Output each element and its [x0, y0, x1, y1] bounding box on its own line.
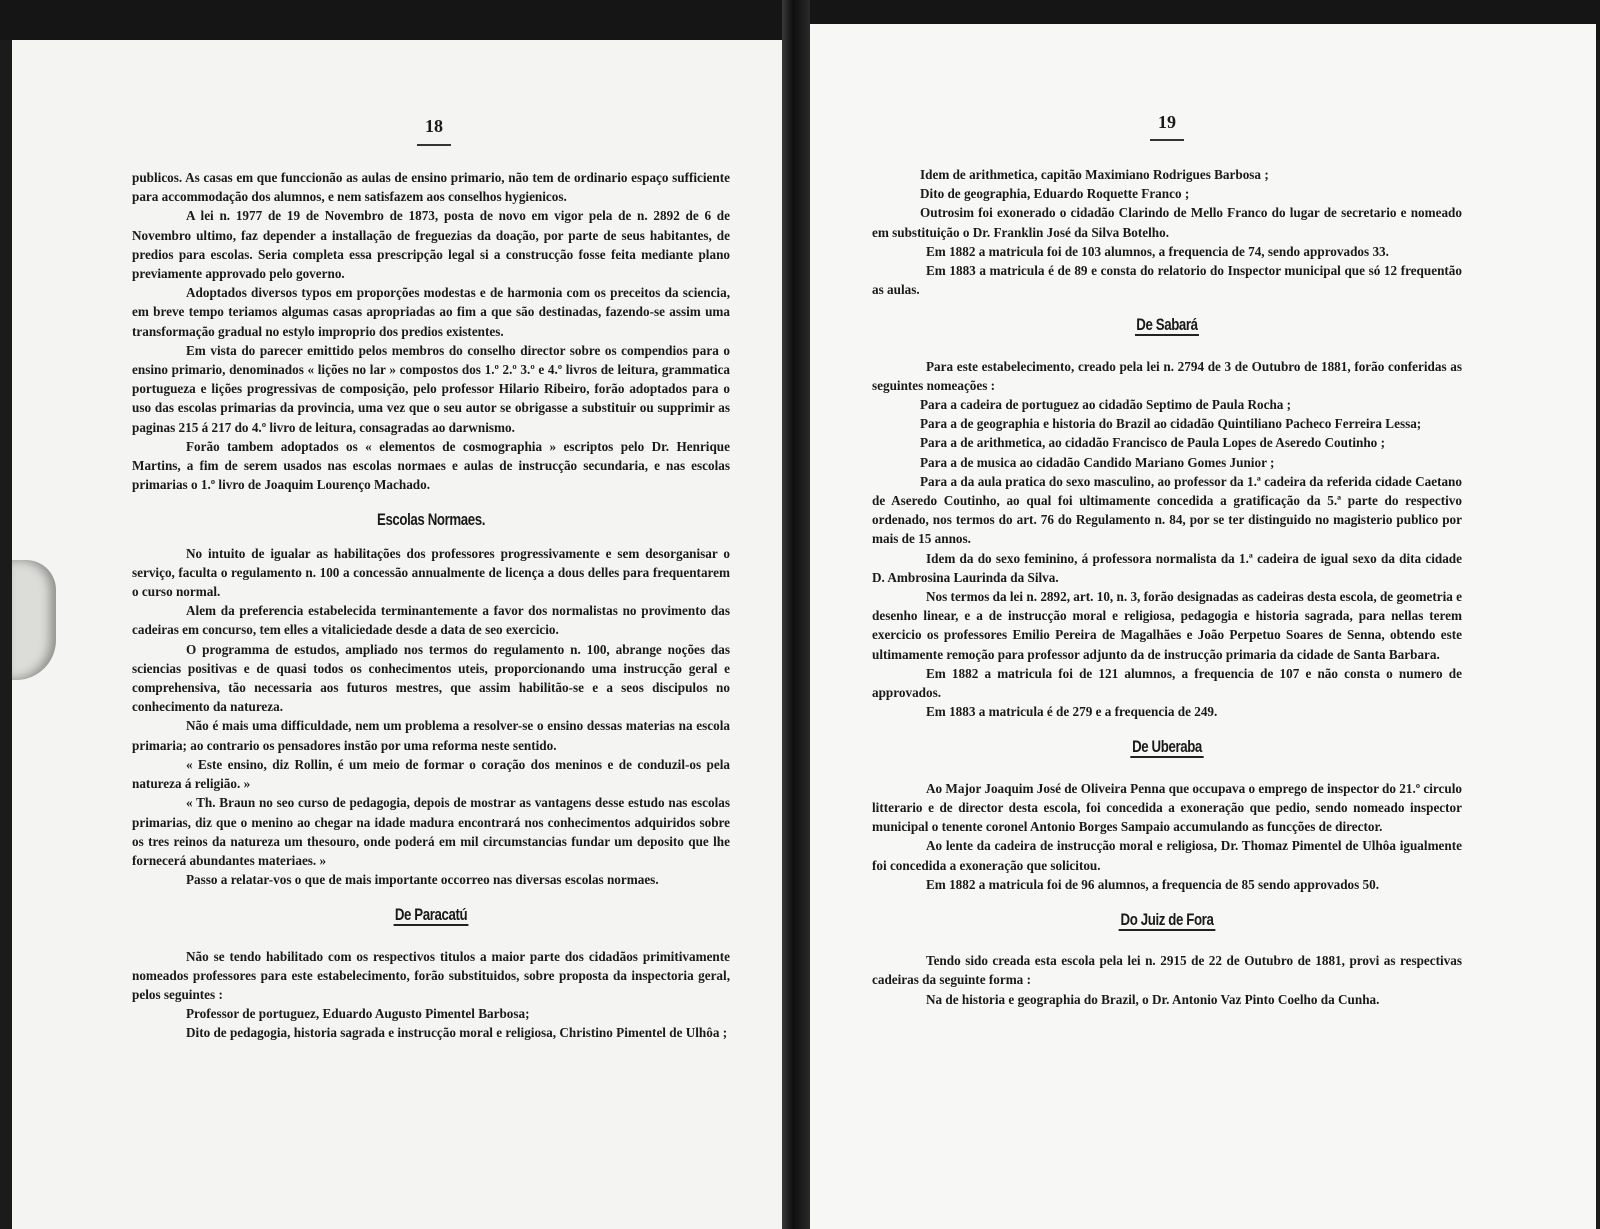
paragraph: Para a de geographia e historia do Brazil ao cidadão Quintiliano Pacheco Ferreira Lessa; [920, 416, 1422, 432]
paragraph: « Th. Braun no seo curso de pedagogia, depois de mostrar as vantagens desse estudo nas escolas primarias, diz que o menino ao chegar na idade madura encontrará nos conhecimentos adquiridos sobre os tres reinos da natureza um thesouro, onde poderá em mil circumstancias fundar um deposito que lhe fornecerá abundantes materiaes. » [132, 795, 730, 868]
paragraph: Idem da do sexo feminino, á professora normalista da 1.ª cadeira de igual sexo da dita cidade D. Ambrosina Laurinda da Silva. [872, 550, 1462, 585]
paragraph: Não é mais uma difficuldade, nem um problema a resolver-se o ensino dessas materias na escola primaria; ao contrario os pensadores instão por uma reforma neste sentido. [132, 718, 730, 753]
paragraph: Em 1882 a matricula foi de 96 alumnos, a frequencia de 85 sendo approvados 50. [926, 876, 1380, 892]
paragraph: Em vista do parecer emittido pelos membros do conselho director sobre os compendios para o ensino primario, denominados « lições no lar » compostos dos 1.º 2.º 3.º e 4.º livros de leitura, grammatica portugueza e lições progressivas de composição, pelo professor Hilario Ribeiro, forão adoptados para o uso das escolas primarias da provincia, uma vez que o seu autor se obrigasse a substituir ou supprimir as paginas 215 á 217 do 4.º livro de leitura, consagradas ao darwnismo. [132, 342, 730, 435]
paragraph: Para este estabelecimento, creado pela lei n. 2794 de 3 de Outubro de 1881, forão conferidas as seguintes nomeações : [872, 358, 1462, 393]
page-number: 19 [1158, 112, 1176, 132]
paragraph: Forão tambem adoptados os « elementos de cosmographia » escriptos pelo Dr. Henrique Martins, a fim de serem usados nas escolas normaes e aulas de instrucção secundaria, e nas escolas primarias o 1.º livro de Joaquim Lourenço Machado. [132, 438, 730, 493]
paragraph: Dito de geographia, Eduardo Roquette Franco ; [920, 186, 1190, 202]
paragraph: A lei n. 1977 de 19 de Novembro de 1873, posta de novo em vigor pela de n. 2892 de 6 de Novembro ultimo, faz depender a installação de freguezias da doação, por parte de seus habitantes, de predios para escolas. Seria completa essa prescripção legal si a construcção fosse feita mediante plano previamente approvado pelo governo. [132, 208, 730, 282]
paragraph: Em 1882 a matricula foi de 121 alumnos, a frequencia de 107 e não consta o numero de approvados. [872, 665, 1462, 701]
paragraph: Alem da preferencia estabelecida terminantemente a favor dos normalistas no provimento das cadeiras em concurso, tem elles a vitaliciedade desde a data de seo exercicio. [132, 603, 730, 638]
paragraph: « Este ensino, diz Rollin, é um meio de formar o coração dos meninos e de conduzil-os pela natureza á religião. » [132, 756, 730, 792]
paragraph: Tendo sido creada esta escola pela lei n. 2915 de 22 de Outubro de 1881, provi as respectivas cadeiras da seguinte forma : [872, 953, 1462, 988]
paragraph: Dito de pedagogia, historia sagrada e instrucção moral e religiosa, Christino Pimentel de Ulhôa ; [186, 1025, 728, 1041]
section-heading-text: De Sabará [1136, 315, 1198, 335]
paragraph: O programma de estudos, ampliado nos termos do regulamento n. 100, abrange noções das sciencias positivas e de quasi todos os conhecimentos uteis, proporcionando uma instrucção geral e comprehensiva, tão necessaria aos futuros mestres, que assim habilitão-se e a seos discipulos no conhecimento da natureza. [132, 641, 730, 715]
paragraph: Para a de musica ao cidadão Candido Mariano Gomes Junior ; [920, 454, 1275, 470]
paragraph: publicos. As casas em que funccionão as aulas de ensino primario, não tem de ordinario espaço sufficiente para accommodação dos alumnos, e nem satisfazem aos conselhos hygienicos. [132, 170, 730, 205]
paragraph: Professor de portuguez, Eduardo Augusto Pimentel Barbosa; [186, 1006, 530, 1022]
right-column [872, 165, 1462, 1009]
right-page [810, 24, 1596, 1229]
section-heading [198, 905, 664, 924]
page-number: 18 [425, 116, 443, 136]
section-heading: Escolas Normaes. [376, 510, 486, 530]
paragraph: Não se tendo habilitado com os respectivos titulos a maior parte dos cidadãos primitivamente nomeados professores para este estabelecimento, forão substituidos, sobre proposta da inspectoria geral, pelos seguintes : [132, 948, 730, 1002]
book-gutter [782, 0, 810, 1229]
section-heading-text: De Uberaba [1132, 737, 1202, 757]
paragraph: Outrosim foi exonerado o cidadão Clarindo de Mello Franco do lugar de secretario e nomeado em substituição o Dr. Franklin José da Silva Botelho. [872, 205, 1462, 240]
paragraph: Ao lente da cadeira de instrucção moral e religiosa, Dr. Thomaz Pimentel de Ulhôa igualmente foi concedida a exoneração que solicitou. [872, 838, 1462, 873]
spacer [872, 943, 1462, 951]
spacer [872, 349, 1462, 357]
section-heading [937, 315, 1397, 334]
section-heading-text: De Paracatú [394, 905, 468, 925]
paragraph: Em 1883 a matricula é de 89 e consta do relatorio do Inspector municipal que só 12 frequentão as aulas. [872, 263, 1462, 298]
paragraph: Passo a relatar-vos o que de mais importante occorreo nas diversas escolas normaes. [186, 872, 659, 888]
paragraph: Em 1883 a matricula é de 279 e a frequencia de 249. [926, 704, 1218, 720]
paragraph: Nos termos da lei n. 2892, art. 10, n. 3, forão designadas as cadeiras desta escola, de geometria e desenho linear, e a de instrucção moral e religiosa, pedagogia e historia sagrada, para nellas terem exercicio os professores Emilio Pereira de Magalhães e João Perpetuo Soares de Senna, obtendo este ultimamente remoção para professor adjunto da de instrucção primaria da cidade de Santa Barbara. [872, 589, 1462, 662]
torn-paper-edge [12, 560, 56, 680]
section-heading [937, 737, 1397, 756]
folio-rule [1150, 139, 1184, 141]
section-heading [937, 910, 1397, 929]
folio-rule [417, 144, 451, 146]
paragraph: Idem de arithmetica, capitão Maximiano Rodrigues Barbosa ; [920, 167, 1269, 182]
section-heading-text: Do Juiz de Fora [1120, 909, 1214, 929]
paragraph: Adoptados diversos typos em proporções modestas e de harmonia com os preceitos da sciencia, em breve tempo teriamos algumas casas apropriadas ao fim a que são destinadas, fazendo-se assim uma transformação gradual no estylo improprio dos predios existentes. [132, 285, 730, 339]
left-column [132, 168, 730, 1043]
paragraph: Para a cadeira de portuguez ao cidadão Septimo de Paula Rocha ; [920, 397, 1292, 413]
spacer [872, 771, 1462, 779]
paragraph: Na de historia e geographia do Brazil, o Dr. Antonio Vaz Pinto Coelho da Cunha. [926, 991, 1380, 1007]
paragraph: No intuito de igualar as habilitações dos professores progressivamente e sem desorganisar o serviço, faculta o regulamento n. 100 a concessão annualmente de licença a dous delles para frequentarem o curso normal. [132, 545, 730, 600]
left-page [12, 40, 782, 1229]
spacer [132, 939, 730, 947]
paragraph: Para a da aula pratica do sexo masculino, ao professor da 1.ª cadeira da referida cidade Caetano de Aseredo Coutinho, ao qual foi ultimamente concedida a gratificação da 5.ª parte do respectivo ordenado, nos termos do art. 76 do Regulamento n. 84, por se ter distinguido no magisterio publico por mais de 15 annos. [872, 473, 1462, 547]
paragraph: Em 1882 a matricula foi de 103 alumnos, a frequencia de 74, sendo approvados 33. [926, 243, 1389, 259]
paragraph: Para a de arithmetica, ao cidadão Francisco de Paula Lopes de Aseredo Coutinho ; [920, 435, 1385, 451]
paragraph: Ao Major Joaquim José de Oliveira Penna que occupava o emprego de inspector do 21.º circulo litterario e de director desta escola, foi concedida a exoneração que pedio, sendo nomeado inspector municipal o tenente coronel Antonio Borges Sampaio accumulando as funcções de director. [872, 780, 1462, 835]
